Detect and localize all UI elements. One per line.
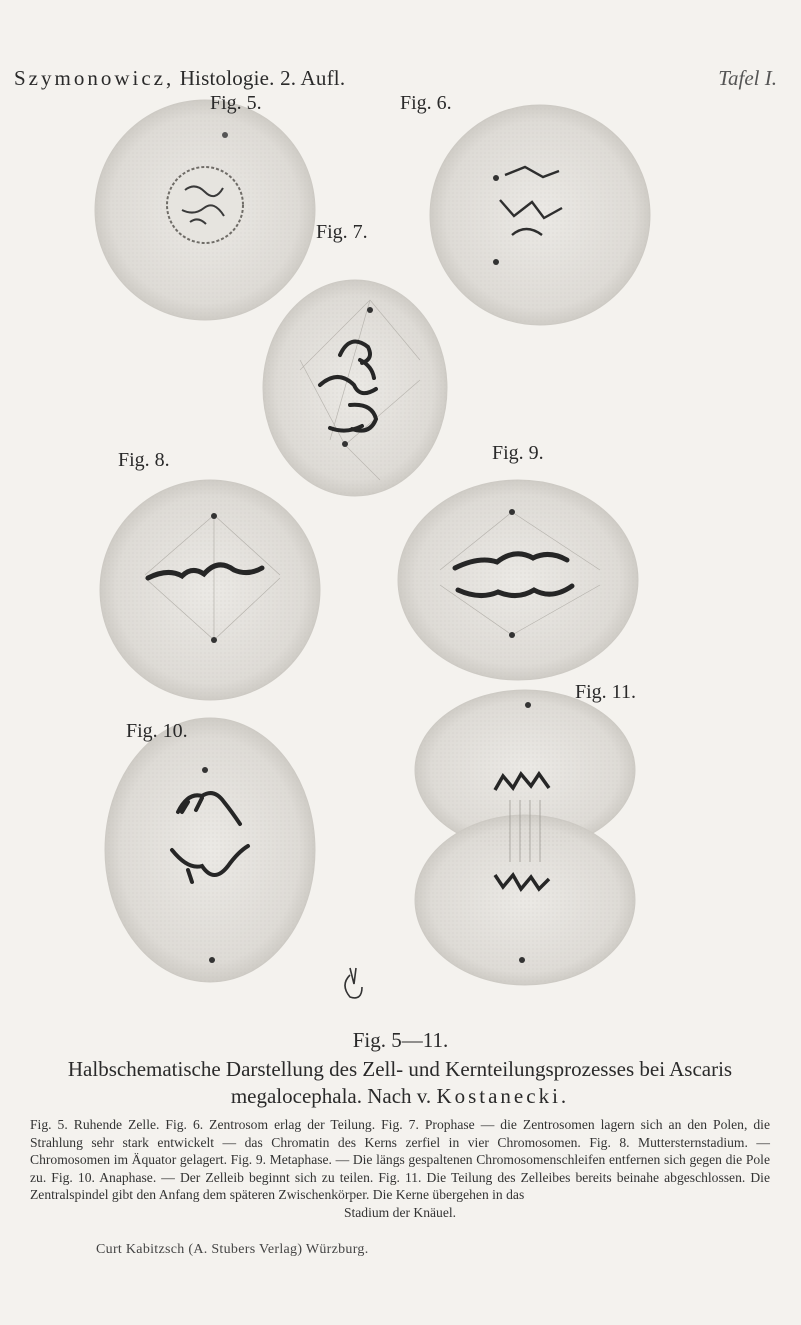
fig6-label: Fig. 6. — [400, 92, 452, 114]
caption-title-line2a: megalocephala. Nach v. — [230, 1084, 432, 1108]
fig6-centrosome-dividing — [430, 105, 650, 325]
fig9-label: Fig. 9. — [492, 442, 544, 464]
intermediate-body-sketch — [345, 968, 362, 998]
fig5-label: Fig. 5. — [210, 92, 262, 114]
figure-range-caption: Fig. 5—11. — [352, 1028, 449, 1052]
fig7-prophase — [263, 280, 447, 496]
caption-title-line1: Halbschematische Darstellung des Zell- und Kernteilungsprozesses bei Ascaris — [67, 1057, 733, 1081]
fig8-label: Fig. 8. — [118, 449, 170, 471]
caption-body-last-line: Stadium der Knäuel. — [343, 1204, 457, 1220]
caption-body-text: Fig. 5. Ruhende Zelle. Fig. 6. Zentrosom erlag der Teilung. Fig. 7. Prophase — die Zentrosomen lagern sich an den Polen, die Strahlung sehr stark entwickelt — das Chromatin des Kerns zerfiel in vier Chromosomen. Fig. 8. Muttersternstadium. — Chromosomen im Äquator gelagert. Fig. 9. Metaphase. — Die längs gespaltenen Chromosomenschleifen entfernen sich gegen die Pole zu. Fig. 10. Anaphase. — Der Zelleib beginnt sich zu teilen. Fig. 11. Die Teilung des Zelleibes bereits beinahe abgeschlossen. Die Zentralspindel gibt den Anfang dem späteren Zwischenkörper. Die Kerne übergehen in das — [30, 1117, 770, 1202]
publisher-line: Curt Kabitzsch (A. Stubers Verlag) Würzburg. — [96, 1242, 369, 1257]
fig5-resting-cell — [95, 100, 315, 320]
fig9-metaphase — [398, 480, 638, 680]
caption-title-author: Kostanecki. — [436, 1084, 570, 1108]
fig7-label: Fig. 7. — [316, 221, 368, 243]
fig11-telophase — [415, 690, 635, 985]
fig10-anaphase — [105, 718, 315, 982]
caption-body — [30, 1116, 770, 1221]
plate-number: Tafel I. — [718, 66, 777, 90]
caption-title — [40, 1056, 760, 1110]
fig11-label: Fig. 11. — [575, 681, 636, 703]
fig10-label: Fig. 10. — [126, 720, 188, 742]
fig8-mother-star — [100, 480, 320, 700]
author-name: Szymonowicz, — [14, 66, 175, 90]
book-title: Histologie. 2. Aufl. — [179, 66, 346, 90]
